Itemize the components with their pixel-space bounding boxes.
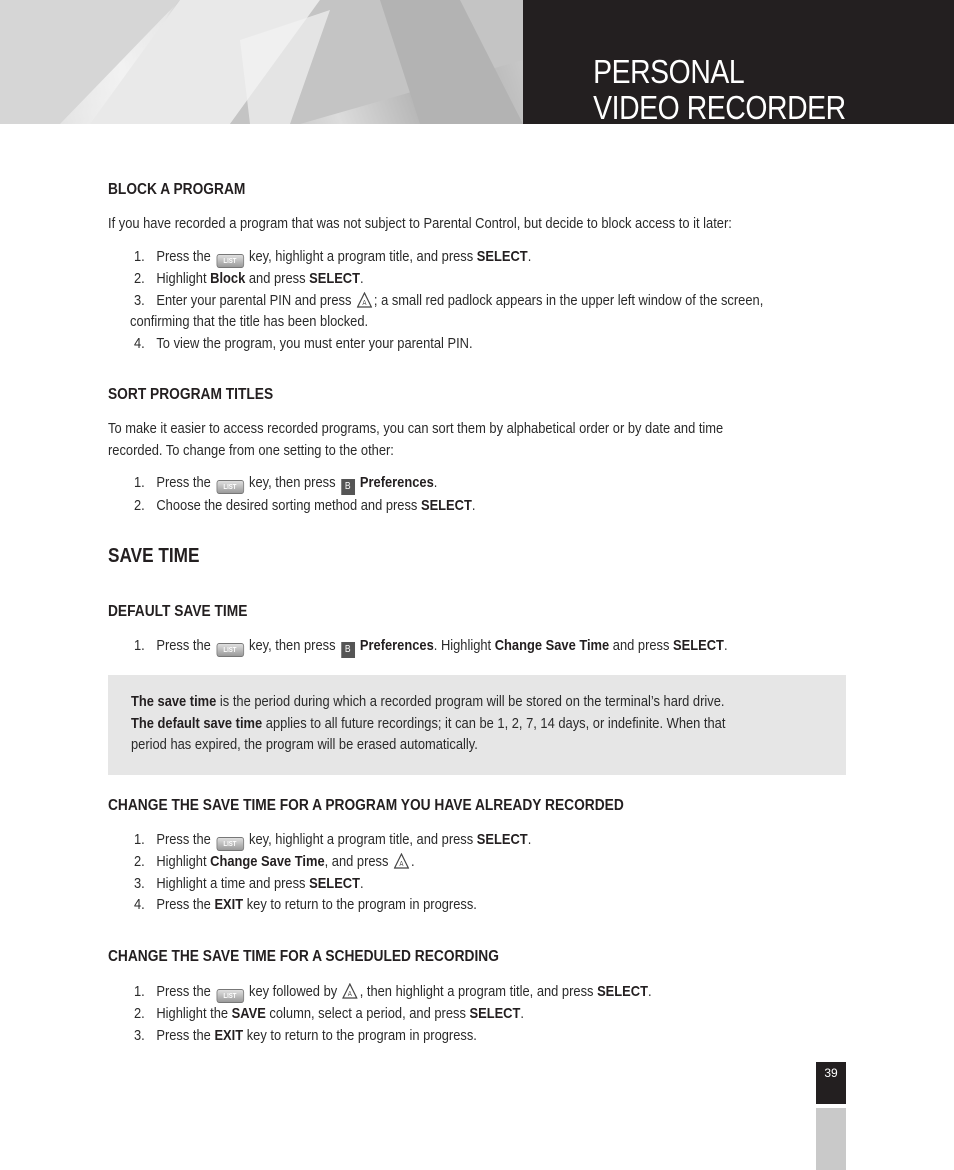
page-tab xyxy=(816,1108,846,1170)
list-item: 1. Press the LIST key, highlight a program title, and press SELECT. xyxy=(108,246,954,268)
a-key-icon xyxy=(394,853,409,869)
sort-titles-intro: To make it easier to access recorded programs, you can sort them by alphabetical order or by date and time recorded. To change from one setting to the other: xyxy=(108,420,724,459)
list-item: 1. Press the LIST key, then press B Preferences. Highlight Change Save Time and press SELECT. xyxy=(108,635,954,658)
a-key-icon xyxy=(357,292,372,308)
section-heading-save-time: SAVE TIME xyxy=(108,545,200,567)
b-key-icon: B xyxy=(341,479,355,495)
section-heading-change-scheduled: CHANGE THE SAVE TIME FOR A SCHEDULED RECORDING xyxy=(108,948,499,965)
b-key-icon: B xyxy=(341,642,355,658)
list-key-icon: LIST xyxy=(216,480,244,494)
sort-titles-steps xyxy=(108,472,954,517)
list-item: 4. To view the program, you must enter your parental PIN. xyxy=(134,334,473,352)
title-line-1: PERSONAL xyxy=(593,53,745,90)
svg-text:A: A xyxy=(348,989,353,999)
note-text: The save time is the period during which a recorded program will be stored on the terminal’s hard drive. The default save time applies to all future recordings; it can be 1, 2, 7, 14 days, or indefinite. When that period has expired, the program will be erased automatically. xyxy=(131,693,726,753)
title-line-2: VIDEO RECORDER xyxy=(593,89,846,126)
section-heading-sort-titles: SORT PROGRAM TITLES xyxy=(108,386,274,403)
svg-text:A: A xyxy=(399,859,404,869)
section-heading-block-program: BLOCK A PROGRAM xyxy=(108,181,246,198)
change-recorded-steps xyxy=(108,829,954,916)
list-key-icon: LIST xyxy=(216,643,244,657)
a-key-icon xyxy=(343,983,358,999)
list-item: 1. Press the LIST key, highlight a program title, and press SELECT. xyxy=(108,829,954,851)
header-photo xyxy=(0,0,523,124)
block-program-steps xyxy=(108,246,954,354)
block-program-intro: If you have recorded a program that was not subject to Parental Control, but decide to block access to it later: xyxy=(108,215,732,232)
page-title xyxy=(593,54,846,126)
list-key-icon: LIST xyxy=(216,989,244,1003)
default-save-steps xyxy=(108,635,954,658)
list-item: 4. Press the EXIT key to return to the program in progress. xyxy=(134,896,477,913)
section-heading-change-recorded: CHANGE THE SAVE TIME FOR A PROGRAM YOU HAVE ALREADY RECORDED xyxy=(108,797,624,814)
list-item: confirming that the title has been blocked. xyxy=(130,313,369,330)
svg-text:A: A xyxy=(362,298,367,307)
list-item: 2. Highlight Block and press SELECT. xyxy=(134,270,364,287)
list-item: 1. Press the LIST key followed by A , then highlight a program title, and press SELECT. xyxy=(108,981,954,1003)
list-item: 3. Enter your parental PIN and press A ; a small red padlock appears in the upper left window of the screen, xyxy=(134,291,764,309)
list-key-icon: LIST xyxy=(216,837,244,851)
list-item: 2. Highlight the SAVE column, select a period, and press SELECT. xyxy=(134,1005,524,1022)
list-item: 3. Highlight a time and press SELECT. xyxy=(134,874,364,892)
list-item: 2. Highlight Change Save Time, and press A . xyxy=(134,853,415,870)
list-key-icon: LIST xyxy=(216,254,244,268)
change-scheduled-steps xyxy=(108,981,954,1046)
list-item: 2. Choose the desired sorting method and press SELECT. xyxy=(134,497,476,514)
section-heading-default-save: DEFAULT SAVE TIME xyxy=(108,603,248,620)
page-number: 39 xyxy=(816,1062,846,1104)
list-item: 1. Press the LIST key, then press B Preferences. xyxy=(108,472,954,495)
list-item: 3. Press the EXIT key to return to the program in progress. xyxy=(134,1026,477,1044)
